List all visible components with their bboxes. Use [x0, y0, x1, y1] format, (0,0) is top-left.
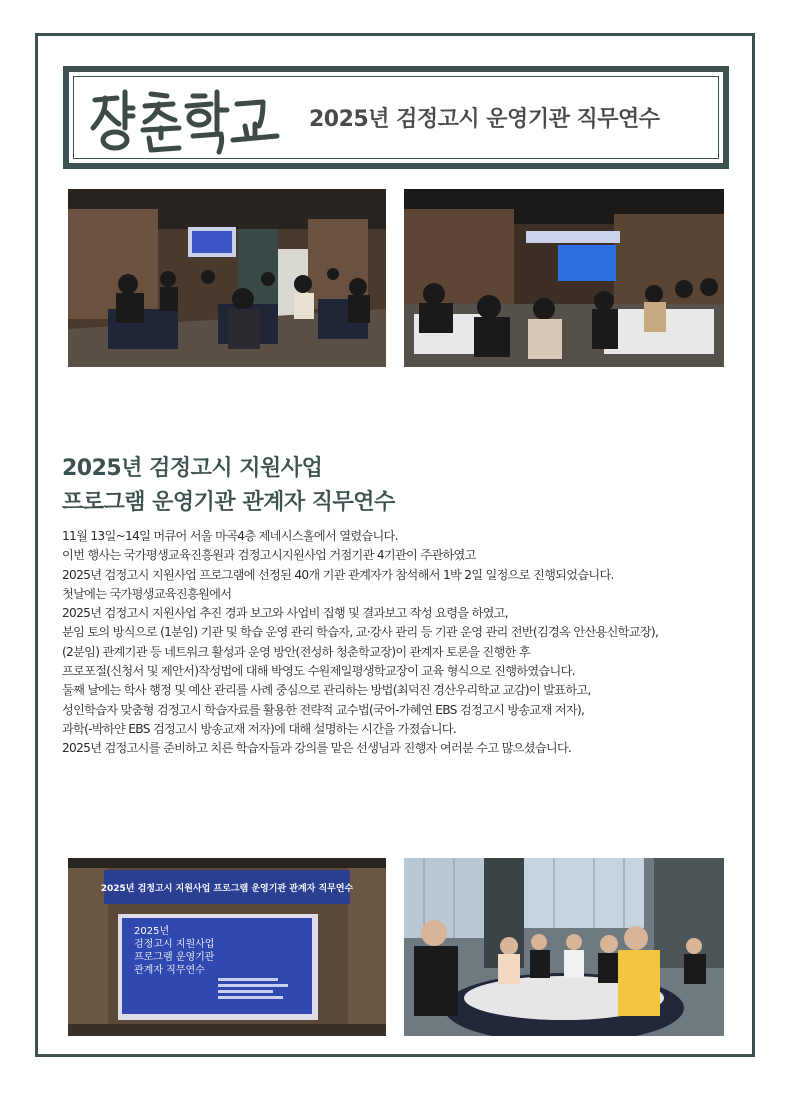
- body-line: 2025년 검정고시를 준비하고 치른 학습자들과 강의를 맡은 선생님과 진행자 여러분 수고 많으셨습니다.: [62, 741, 572, 756]
- body-line: 이번 행사는 국가평생교육진흥원과 검정고시지원사업 거점기관 4기관이 주관하였고: [62, 548, 476, 563]
- body-line: 과학(-박하얀 EBS 검정고시 방송교재 저자)에 대해 설명하는 시간을 가졌습니다.: [62, 721, 457, 736]
- photo-seminar-attendees: [68, 189, 386, 367]
- headline-line-1: 2025년 검정고시 지원사업: [62, 456, 323, 481]
- body-line: 2025년 검정고시 지원사업 프로그램에 선정된 40개 기관 관계자가 참석해서 1박 2일 일정으로 진행되었습니다.: [62, 567, 614, 582]
- header-box: [63, 66, 729, 169]
- article-body: [62, 527, 742, 759]
- header-title: 2025년 검정고시 운영기관 직무연수: [309, 107, 660, 132]
- article-headline: [62, 452, 395, 520]
- body-line: 분임 토의 방식으로 (1분임) 기관 및 학습 운영 관리 학습자, 교·강사 관리 등 기관 운영 관리 전반(김경옥 안산용신학교장),: [62, 625, 659, 640]
- body-line: 프로포절(신청서 및 제안서)작성법에 대해 박영도 수원제일평생학교장이 교육 형식으로 진행하였습니다.: [62, 664, 575, 679]
- body-line: 성인학습자 맞춤형 검정고시 학습자료를 활용한 전략적 교수법(국어-가혜연 EBS 검정고시 방송교재 저자),: [62, 702, 585, 717]
- body-line: 2025년 검정고시 지원사업 추진 경과 보고와 사업비 집행 및 결과보고 작성 요령을 하였고,: [62, 606, 508, 621]
- screen-line: 관계자 직무연수: [134, 965, 205, 976]
- photo-roundtable-group: [404, 858, 724, 1036]
- body-line: 11월 13일~14일 머큐어 서울 마곡4층 제네시스홀에서 열렸습니다.: [62, 529, 398, 543]
- body-line: 첫날에는 국가평생교육진흥원에서: [62, 586, 232, 601]
- logo: [87, 84, 282, 156]
- headline-line-2: 프로그램 운영기관 관계자 직무연수: [62, 490, 395, 515]
- screen-line: 검정고시 지원사업: [134, 939, 215, 950]
- banner-top-text: 2025년 검정고시 지원사업 프로그램 운영기관 관계자 직무연수: [100, 884, 354, 894]
- body-line: 둘째 날에는 학사 행정 및 예산 관리를 사례 중심으로 관리하는 방법(최덕진 경산우리학교 교감)이 발표하고,: [62, 683, 591, 698]
- screen-line: 프로그램 운영기관: [134, 952, 215, 963]
- photo-event-banner: [68, 858, 386, 1036]
- photo-seminar-presentation: [404, 189, 724, 367]
- body-line: (2분임) 관계기관 등 네트워크 활성과 운영 방안(전성하 청춘학교장)이 관계자 토론을 진행한 후: [62, 644, 530, 659]
- screen-line: 2025년: [134, 926, 170, 937]
